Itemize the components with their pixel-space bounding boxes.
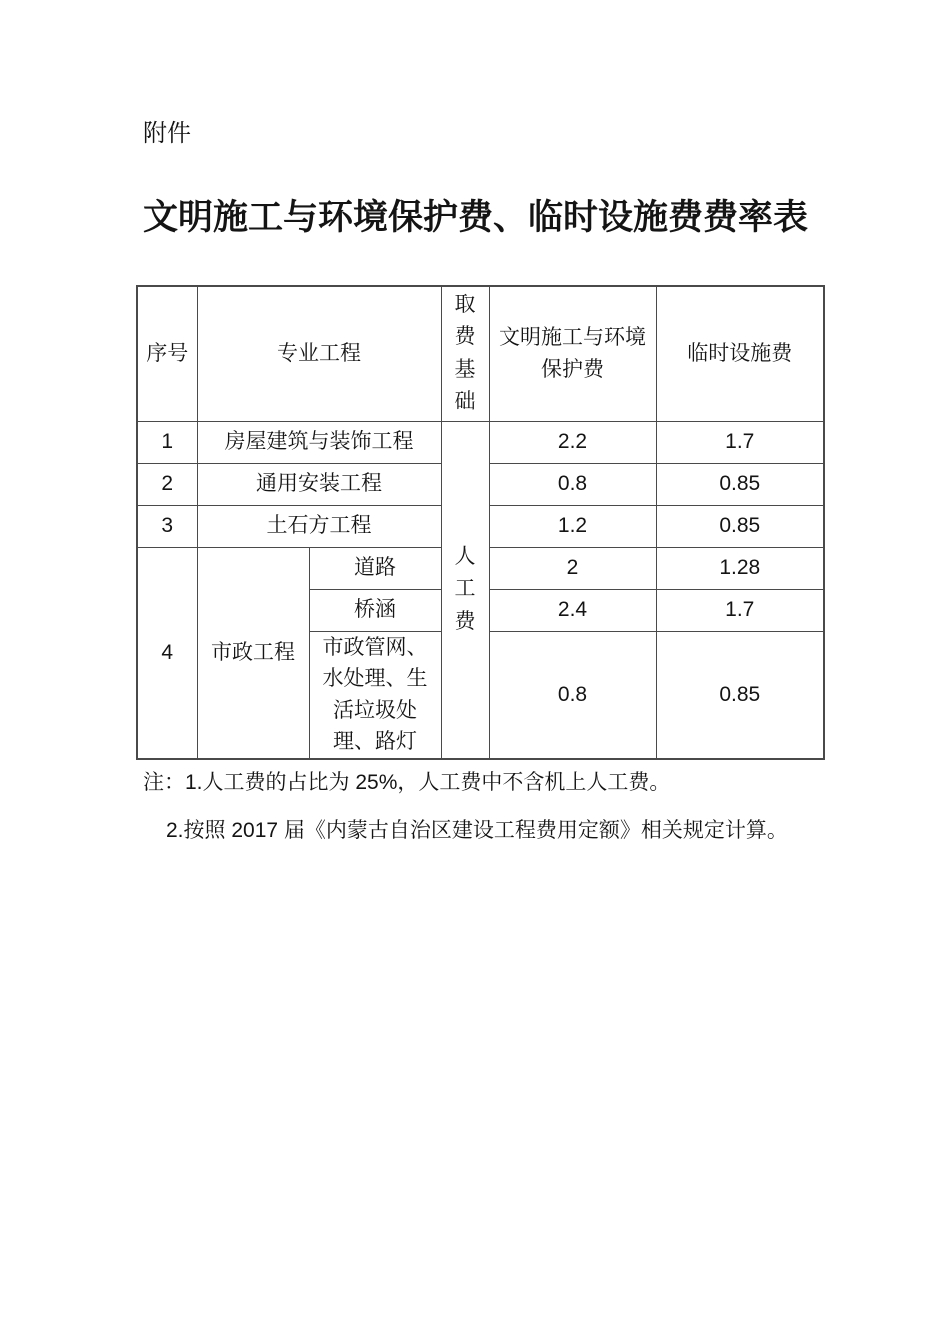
row5-civilized-rate: 2.4 (489, 589, 656, 631)
row2-index: 2 (137, 463, 197, 505)
row1-civilized-rate: 2.2 (489, 421, 656, 463)
row6-sub-pipeline: 市政管网、水处理、生活垃圾处理、路灯 (309, 631, 441, 759)
header-temporary-fee: 临时设施费 (656, 286, 824, 421)
row2-project: 通用安装工程 (197, 463, 441, 505)
row3-temporary-rate: 0.85 (656, 505, 824, 547)
row3-index: 3 (137, 505, 197, 547)
header-civilized-fee: 文明施工与环境保护费 (489, 286, 656, 421)
row5-temporary-rate: 1.7 (656, 589, 824, 631)
fee-basis-value-cell (441, 421, 489, 759)
row6-civilized-rate: 0.8 (489, 631, 656, 759)
row2-temporary-rate: 0.85 (656, 463, 824, 505)
fee-basis-vertical-text: 人工费 (454, 544, 476, 633)
row1-temporary-rate: 1.7 (656, 421, 824, 463)
header-specialty: 专业工程 (197, 286, 441, 421)
row6-temporary-rate: 0.85 (656, 631, 824, 759)
row3-civilized-rate: 1.2 (489, 505, 656, 547)
row1-index: 1 (137, 421, 197, 463)
note-2: 2.按照 2017 届《内蒙古自治区建设工程费用定额》相关规定计算。 (166, 819, 788, 842)
header-index: 序号 (137, 286, 197, 421)
row2-civilized-rate: 0.8 (489, 463, 656, 505)
row5-sub-bridge: 桥涵 (309, 589, 441, 631)
row4-index: 4 (137, 547, 197, 759)
row4-civilized-rate: 2 (489, 547, 656, 589)
fee-rate-table (136, 285, 825, 760)
note-1: 注：1.人工费的占比为 25%，人工费中不含机上人工费。 (143, 771, 671, 794)
table-header-row (137, 286, 824, 421)
row1-project: 房屋建筑与装饰工程 (197, 421, 441, 463)
document-title: 文明施工与环境保护费、临时设施费费率表 (143, 198, 809, 237)
header-fee-basis-vertical-text: 取费基础 (454, 292, 476, 414)
attachment-label: 附件 (143, 120, 191, 147)
row4-temporary-rate: 1.28 (656, 547, 824, 589)
row4-group-municipal: 市政工程 (197, 547, 309, 759)
table-row-1 (137, 421, 824, 463)
row3-project: 土石方工程 (197, 505, 441, 547)
header-fee-basis-cell (441, 286, 489, 421)
row4-sub-road: 道路 (309, 547, 441, 589)
